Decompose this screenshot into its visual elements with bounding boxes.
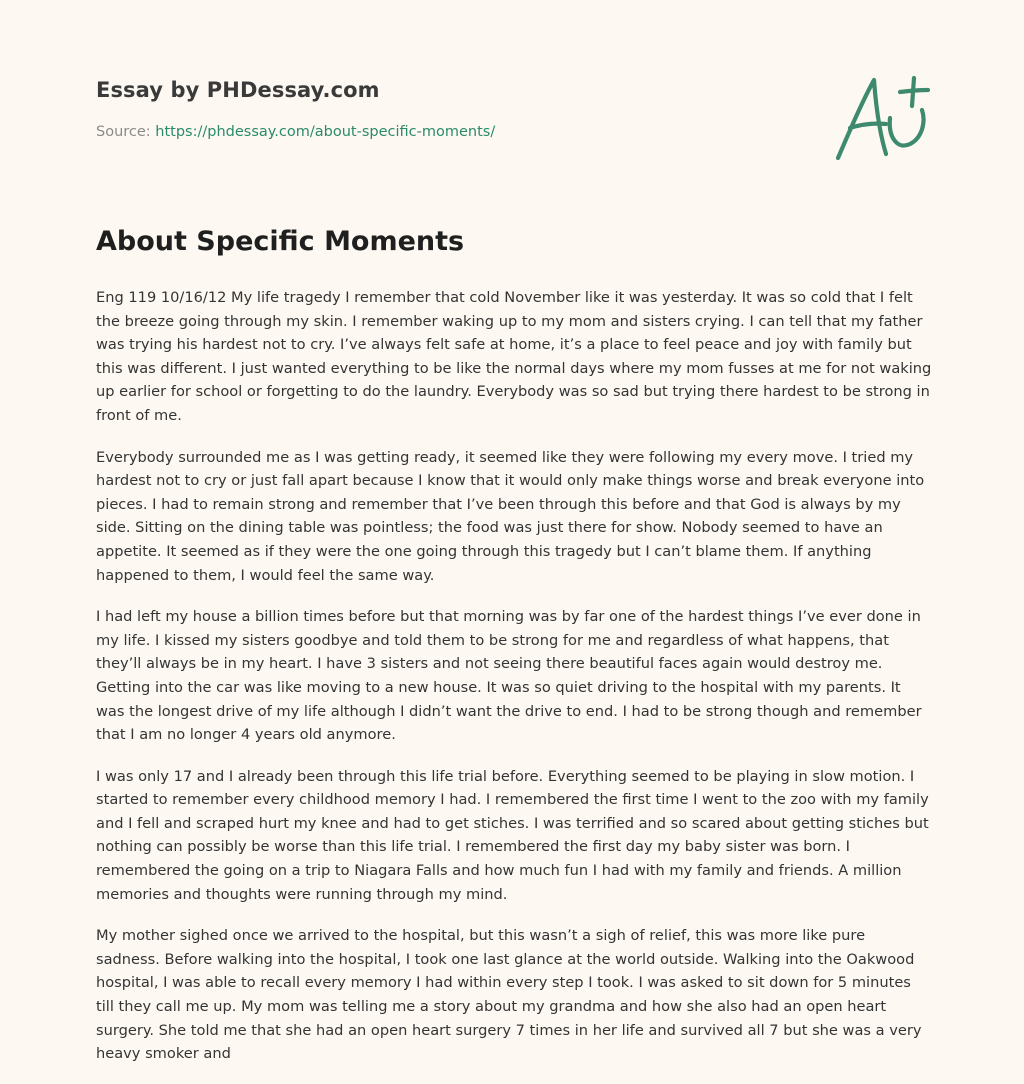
essay-paragraph-3: I had left my house a billion times before but that morning was by far one of the hardest things I’ve ever done in my life. I kissed my sisters goodbye and told them to be strong for me and regardless of what happens, that they’ll always be in my heart. I have 3 sisters and not seeing there beautiful faces again would destroy me. Getting into the car was like moving to a new house. It was so quiet driving to the hospital with my parents. It was the longest drive of my life although I didn’t want the drive to end. I had to be strong though and remember that I am no longer 4 years old anymore. <box>96 608 922 744</box>
essay-paragraph-4: I was only 17 and I already been through this life trial before. Everything seemed to be playing in slow motion. I started to remember every childhood memory I had. I remembered the first time I went to the zoo with my family and I fell and scraped hurt my knee and had to get stiches. I was terrified and so scared about getting stiches but nothing can possibly be worse than this life trial. I remembered the first day my baby sister was born. I remembered the going on a trip to Niagara Falls and how much fun I had with my family and friends. A million memories and thoughts were running through my mind. <box>96 767 929 903</box>
source-link[interactable]: https://phdessay.com/about-specific-moments/ <box>155 124 496 140</box>
source-label: Source: <box>96 124 151 140</box>
essay-title: About Specific Moments <box>96 226 465 257</box>
source-line <box>96 124 495 140</box>
a-plus-logo-icon <box>828 68 936 164</box>
essay-body <box>96 286 932 1084</box>
essay-paragraph-5: My mother sighed once we arrived to the hospital, but this wasn’t a sigh of relief, this was more like pure sadness. Before walking into the hospital, I took one last glance at the world outside. Walking into the Oakwood hospital, I was able to recall every memory I had within every step I took. I was asked to sit down for 5 minutes till they call me up. My mom was telling me a story about my grandma and how she also had an open heart surgery. She told me that she had an open heart surgery 7 times in her life and survived all 7 but she was a very heavy smoker and <box>96 927 922 1063</box>
essay-paragraph-1: Eng 119 10/16/12 My life tragedy I remember that cold November like it was yesterday. It was so cold that I felt the breeze going through my skin. I remember waking up to my mom and sisters crying. I can tell that my father was trying his hardest not to cry. I’ve always felt safe at home, it’s a place to feel peace and joy with family but this was different. I just wanted everything to be like the normal days where my mom fusses at me for not waking up earlier for school or forgetting to do the laundry. Everybody was so sad but trying there hardest to be strong in front of me. <box>96 289 932 424</box>
site-title: Essay by PHDessay.com <box>96 78 380 102</box>
essay-paragraph-2: Everybody surrounded me as I was getting ready, it seemed like they were following my every move. I tried my hardest not to cry or just fall apart because I know that it would only make things worse and break everyone into pieces. I had to remain strong and remember that I’ve been through this before and that God is always by my side. Sitting on the dining table was pointless; the food was just there for show. Nobody seemed to have an appetite. It seemed as if they were the one going through this tragedy but I can’t blame them. If anything happened to them, I would feel the same way. <box>96 448 925 584</box>
page-header <box>96 0 928 200</box>
